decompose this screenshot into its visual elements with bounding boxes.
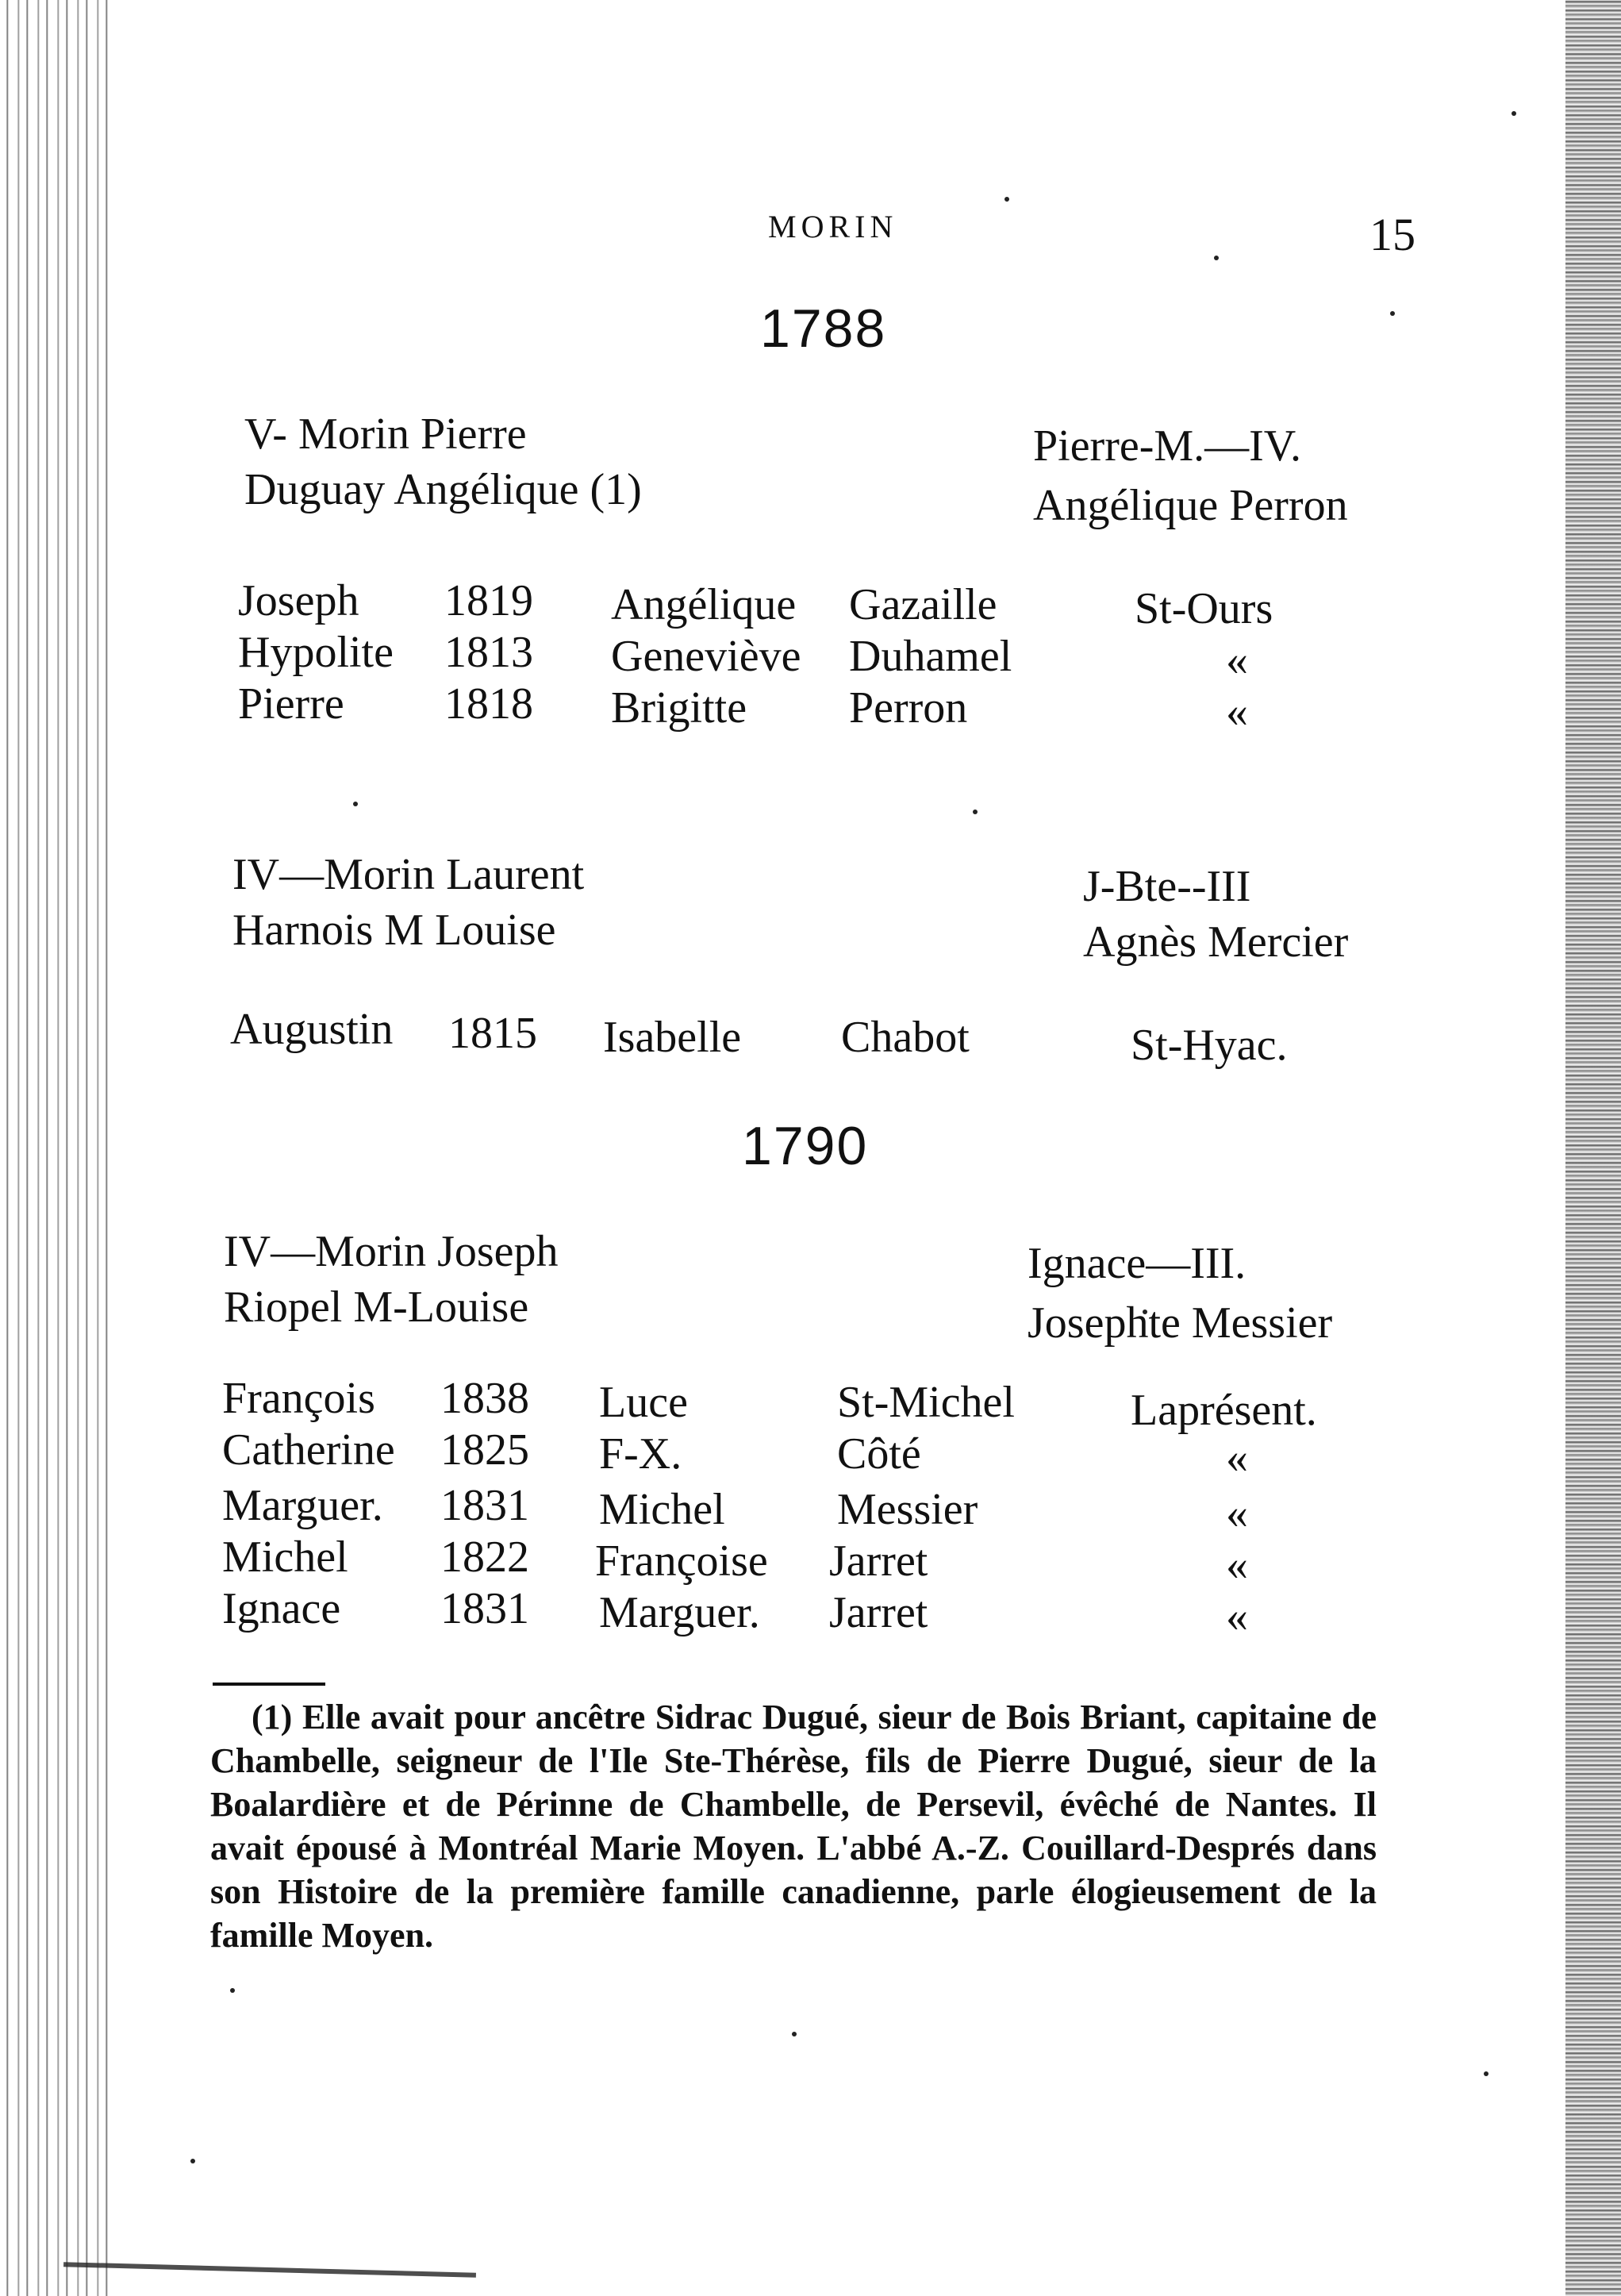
spouse-last-name: Jarret bbox=[829, 1588, 928, 1637]
marriage-year: 1819 bbox=[444, 576, 533, 625]
marriage-year: 1831 bbox=[440, 1584, 529, 1633]
scan-speck bbox=[1004, 197, 1009, 202]
marriage-year: 1813 bbox=[444, 628, 533, 677]
spouse-last-name: St-Michel bbox=[837, 1378, 1015, 1427]
wife-name: Riopel M-Louise bbox=[224, 1283, 529, 1332]
marriage-year: 1822 bbox=[440, 1533, 529, 1582]
wife-parent: Josephte Messier bbox=[1028, 1298, 1333, 1348]
spouse-last-name: Perron bbox=[849, 683, 968, 733]
parish: Laprésent. bbox=[1131, 1386, 1317, 1435]
spouse-first-name: Angélique bbox=[611, 580, 797, 629]
scan-speck bbox=[353, 802, 358, 806]
marriage-year: 1825 bbox=[440, 1425, 529, 1475]
child-name: François bbox=[222, 1374, 375, 1423]
running-title: MORIN bbox=[768, 209, 898, 244]
scan-edge-left bbox=[0, 0, 111, 2296]
wife-name: Duguay Angélique (1) bbox=[244, 465, 642, 514]
scan-speck bbox=[1484, 2071, 1488, 2076]
child-name: Hypolite bbox=[238, 628, 394, 677]
section-year-1788: 1788 bbox=[760, 298, 887, 359]
parish: St-Ours bbox=[1135, 584, 1273, 633]
scan-speck bbox=[1390, 311, 1395, 316]
child-name: Michel bbox=[222, 1533, 348, 1582]
spouse-first-name: Marguer. bbox=[599, 1588, 760, 1637]
spouse-last-name: Chabot bbox=[841, 1013, 970, 1062]
scan-edge-right bbox=[1565, 0, 1621, 2296]
child-name: Catherine bbox=[222, 1425, 395, 1475]
child-name: Ignace bbox=[222, 1584, 341, 1633]
husband-name: IV—Morin Joseph bbox=[224, 1227, 559, 1276]
scan-smudge bbox=[63, 2262, 476, 2278]
child-name: Augustin bbox=[230, 1005, 394, 1054]
spouse-first-name: F-X. bbox=[599, 1429, 682, 1479]
scan-speck bbox=[190, 2159, 195, 2163]
marriage-year: 1815 bbox=[448, 1009, 537, 1058]
wife-parent: Angélique Perron bbox=[1033, 481, 1348, 530]
spouse-first-name: Michel bbox=[599, 1485, 725, 1534]
ditto-mark: « bbox=[1226, 1540, 1248, 1590]
wife-name: Harnois M Louise bbox=[232, 906, 556, 955]
scan-speck bbox=[973, 810, 978, 814]
section-year-1790: 1790 bbox=[742, 1116, 869, 1176]
scan-speck bbox=[792, 2032, 797, 2036]
ditto-mark: « bbox=[1226, 1489, 1248, 1538]
husband-parent: Ignace—III. bbox=[1028, 1239, 1246, 1288]
scan-speck bbox=[230, 1988, 235, 1993]
child-name: Pierre bbox=[238, 679, 344, 729]
spouse-first-name: Geneviève bbox=[611, 632, 801, 681]
spouse-first-name: Luce bbox=[599, 1378, 688, 1427]
spouse-first-name: Françoise bbox=[595, 1536, 768, 1586]
parish: St-Hyac. bbox=[1131, 1021, 1288, 1070]
scan-speck bbox=[1214, 256, 1219, 260]
ditto-mark: « bbox=[1226, 1433, 1248, 1483]
husband-parent: J-Bte--III bbox=[1083, 862, 1251, 911]
marriage-year: 1818 bbox=[444, 679, 533, 729]
marriage-year: 1831 bbox=[440, 1481, 529, 1530]
footnote: (1) Elle avait pour ancêtre Sidrac Dugué, sieur de Bois Briant, capitaine de Chambelle, seigneur de l'Ile Ste-Thérèse, fils de Pierre Dugué, sieur de la Boalardière et de Périnne de Chambelle, de Persevil, évêché de Nantes. Il avait épousé à Montréal Marie Moyen. L'abbé A.-Z. Couillard-Després dans son Histoire de la première famille canadienne, parle élogieusement de la famille Moyen. bbox=[210, 1698, 1377, 1955]
page-number: 15 bbox=[1369, 209, 1415, 260]
husband-parent: Pierre-M.—IV. bbox=[1033, 421, 1302, 471]
ditto-mark: « bbox=[1226, 636, 1248, 685]
husband-name: IV—Morin Laurent bbox=[232, 850, 585, 899]
scan-speck bbox=[1512, 111, 1516, 116]
spouse-last-name: Côté bbox=[837, 1429, 921, 1479]
ditto-mark: « bbox=[1226, 1592, 1248, 1641]
spouse-first-name: Isabelle bbox=[603, 1013, 742, 1062]
spouse-last-name: Messier bbox=[837, 1485, 978, 1534]
husband-name: V- Morin Pierre bbox=[244, 410, 527, 459]
spouse-first-name: Brigitte bbox=[611, 683, 747, 733]
spouse-last-name: Duhamel bbox=[849, 632, 1012, 681]
child-name: Joseph bbox=[238, 576, 359, 625]
marriage-year: 1838 bbox=[440, 1374, 529, 1423]
ditto-mark: « bbox=[1226, 687, 1248, 736]
spouse-last-name: Jarret bbox=[829, 1536, 928, 1586]
child-name: Marguer. bbox=[222, 1481, 383, 1530]
spouse-last-name: Gazaille bbox=[849, 580, 997, 629]
wife-parent: Agnès Mercier bbox=[1083, 917, 1349, 967]
footnote-rule bbox=[213, 1683, 325, 1686]
